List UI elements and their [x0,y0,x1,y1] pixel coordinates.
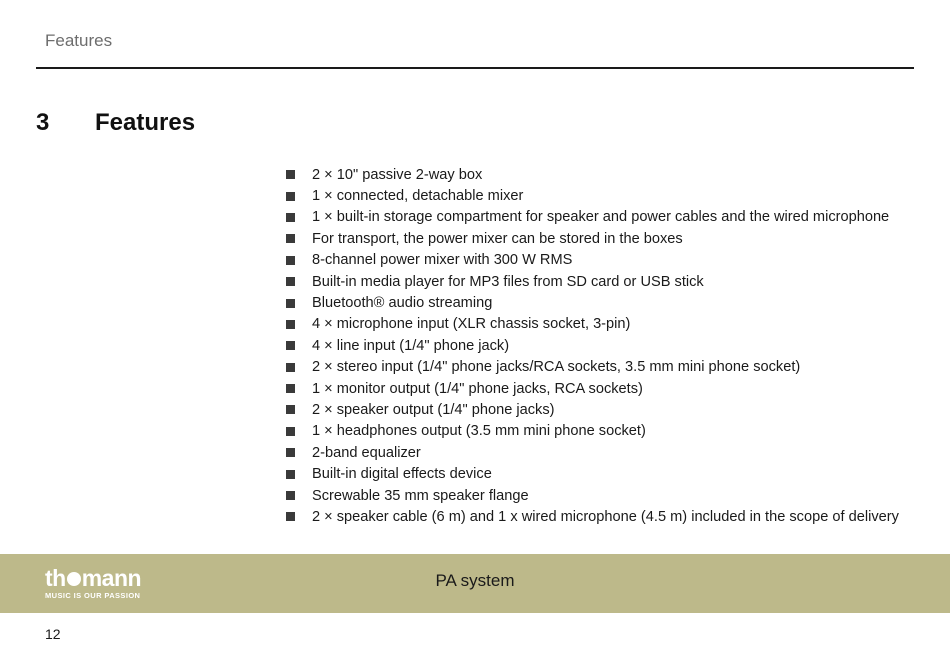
square-bullet-icon [286,448,295,457]
feature-list-item [286,357,899,378]
feature-text: 2 × 10" passive 2-way box [312,166,483,183]
footer-band [0,554,950,613]
header-divider [36,67,914,69]
feature-text: 2 × stereo input (1/4" phone jacks/RCA sockets, 3.5 mm mini phone socket) [312,359,801,376]
feature-list-item [286,314,899,335]
square-bullet-icon [286,427,295,436]
square-bullet-icon [286,320,295,329]
square-bullet-icon [286,363,295,372]
feature-list-item [286,228,899,249]
square-bullet-icon [286,341,295,350]
logo-text-left: th [45,565,66,591]
feature-list-item [286,207,899,228]
square-bullet-icon [286,491,295,500]
feature-list-item [286,506,899,527]
feature-text: 1 × built-in storage compartment for speaker and power cables and the wired microphone [312,209,890,226]
feature-text: 1 × connected, detachable mixer [312,188,524,205]
feature-text: 4 × line input (1/4" phone jack) [312,337,510,354]
feature-list-item [286,485,899,506]
feature-list-item [286,271,899,292]
feature-list-item [286,335,899,356]
square-bullet-icon [286,256,295,265]
feature-list-item [286,442,899,463]
feature-text: Built-in media player for MP3 files from SD card or USB stick [312,273,704,290]
feature-text: Built-in digital effects device [312,466,492,483]
feature-text: 2 × speaker output (1/4" phone jacks) [312,401,555,418]
feature-list-item [286,399,899,420]
feature-text: 2 × speaker cable (6 m) and 1 x wired microphone (4.5 m) included in the scope of delivery [312,508,899,525]
square-bullet-icon [286,512,295,521]
running-header: Features [45,31,113,50]
square-bullet-icon [286,405,295,414]
square-bullet-icon [286,470,295,479]
chapter-title: Features [95,109,196,136]
feature-text: 1 × headphones output (3.5 mm mini phone socket) [312,423,646,440]
feature-list-item [286,421,899,442]
square-bullet-icon [286,299,295,308]
feature-list-item [286,292,899,313]
feature-text: Screwable 35 mm speaker flange [312,487,529,504]
chapter-number: 3 [36,109,50,136]
feature-list-item [286,164,899,185]
square-bullet-icon [286,170,295,179]
feature-text: 1 × monitor output (1/4" phone jacks, RCA sockets) [312,380,643,397]
footer-product-title: PA system [435,571,515,590]
feature-list [286,164,899,528]
feature-text: Bluetooth® audio streaming [312,295,493,312]
square-bullet-icon [286,234,295,243]
feature-text: 2-band equalizer [312,444,421,461]
feature-list-item [286,185,899,206]
feature-text: For transport, the power mixer can be stored in the boxes [312,230,683,247]
feature-text: 4 × microphone input (XLR chassis socket, 3-pin) [312,316,631,333]
logo-tagline: MUSIC IS OUR PASSION [45,591,141,600]
page-number: 12 [45,626,61,642]
feature-list-item [286,250,899,271]
feature-list-item [286,463,899,484]
square-bullet-icon [286,384,295,393]
logo-text-right: mann [81,565,142,591]
square-bullet-icon [286,192,295,201]
square-bullet-icon [286,277,295,286]
feature-text: 8-channel power mixer with 300 W RMS [312,252,573,269]
square-bullet-icon [286,213,295,222]
feature-list-item [286,378,899,399]
